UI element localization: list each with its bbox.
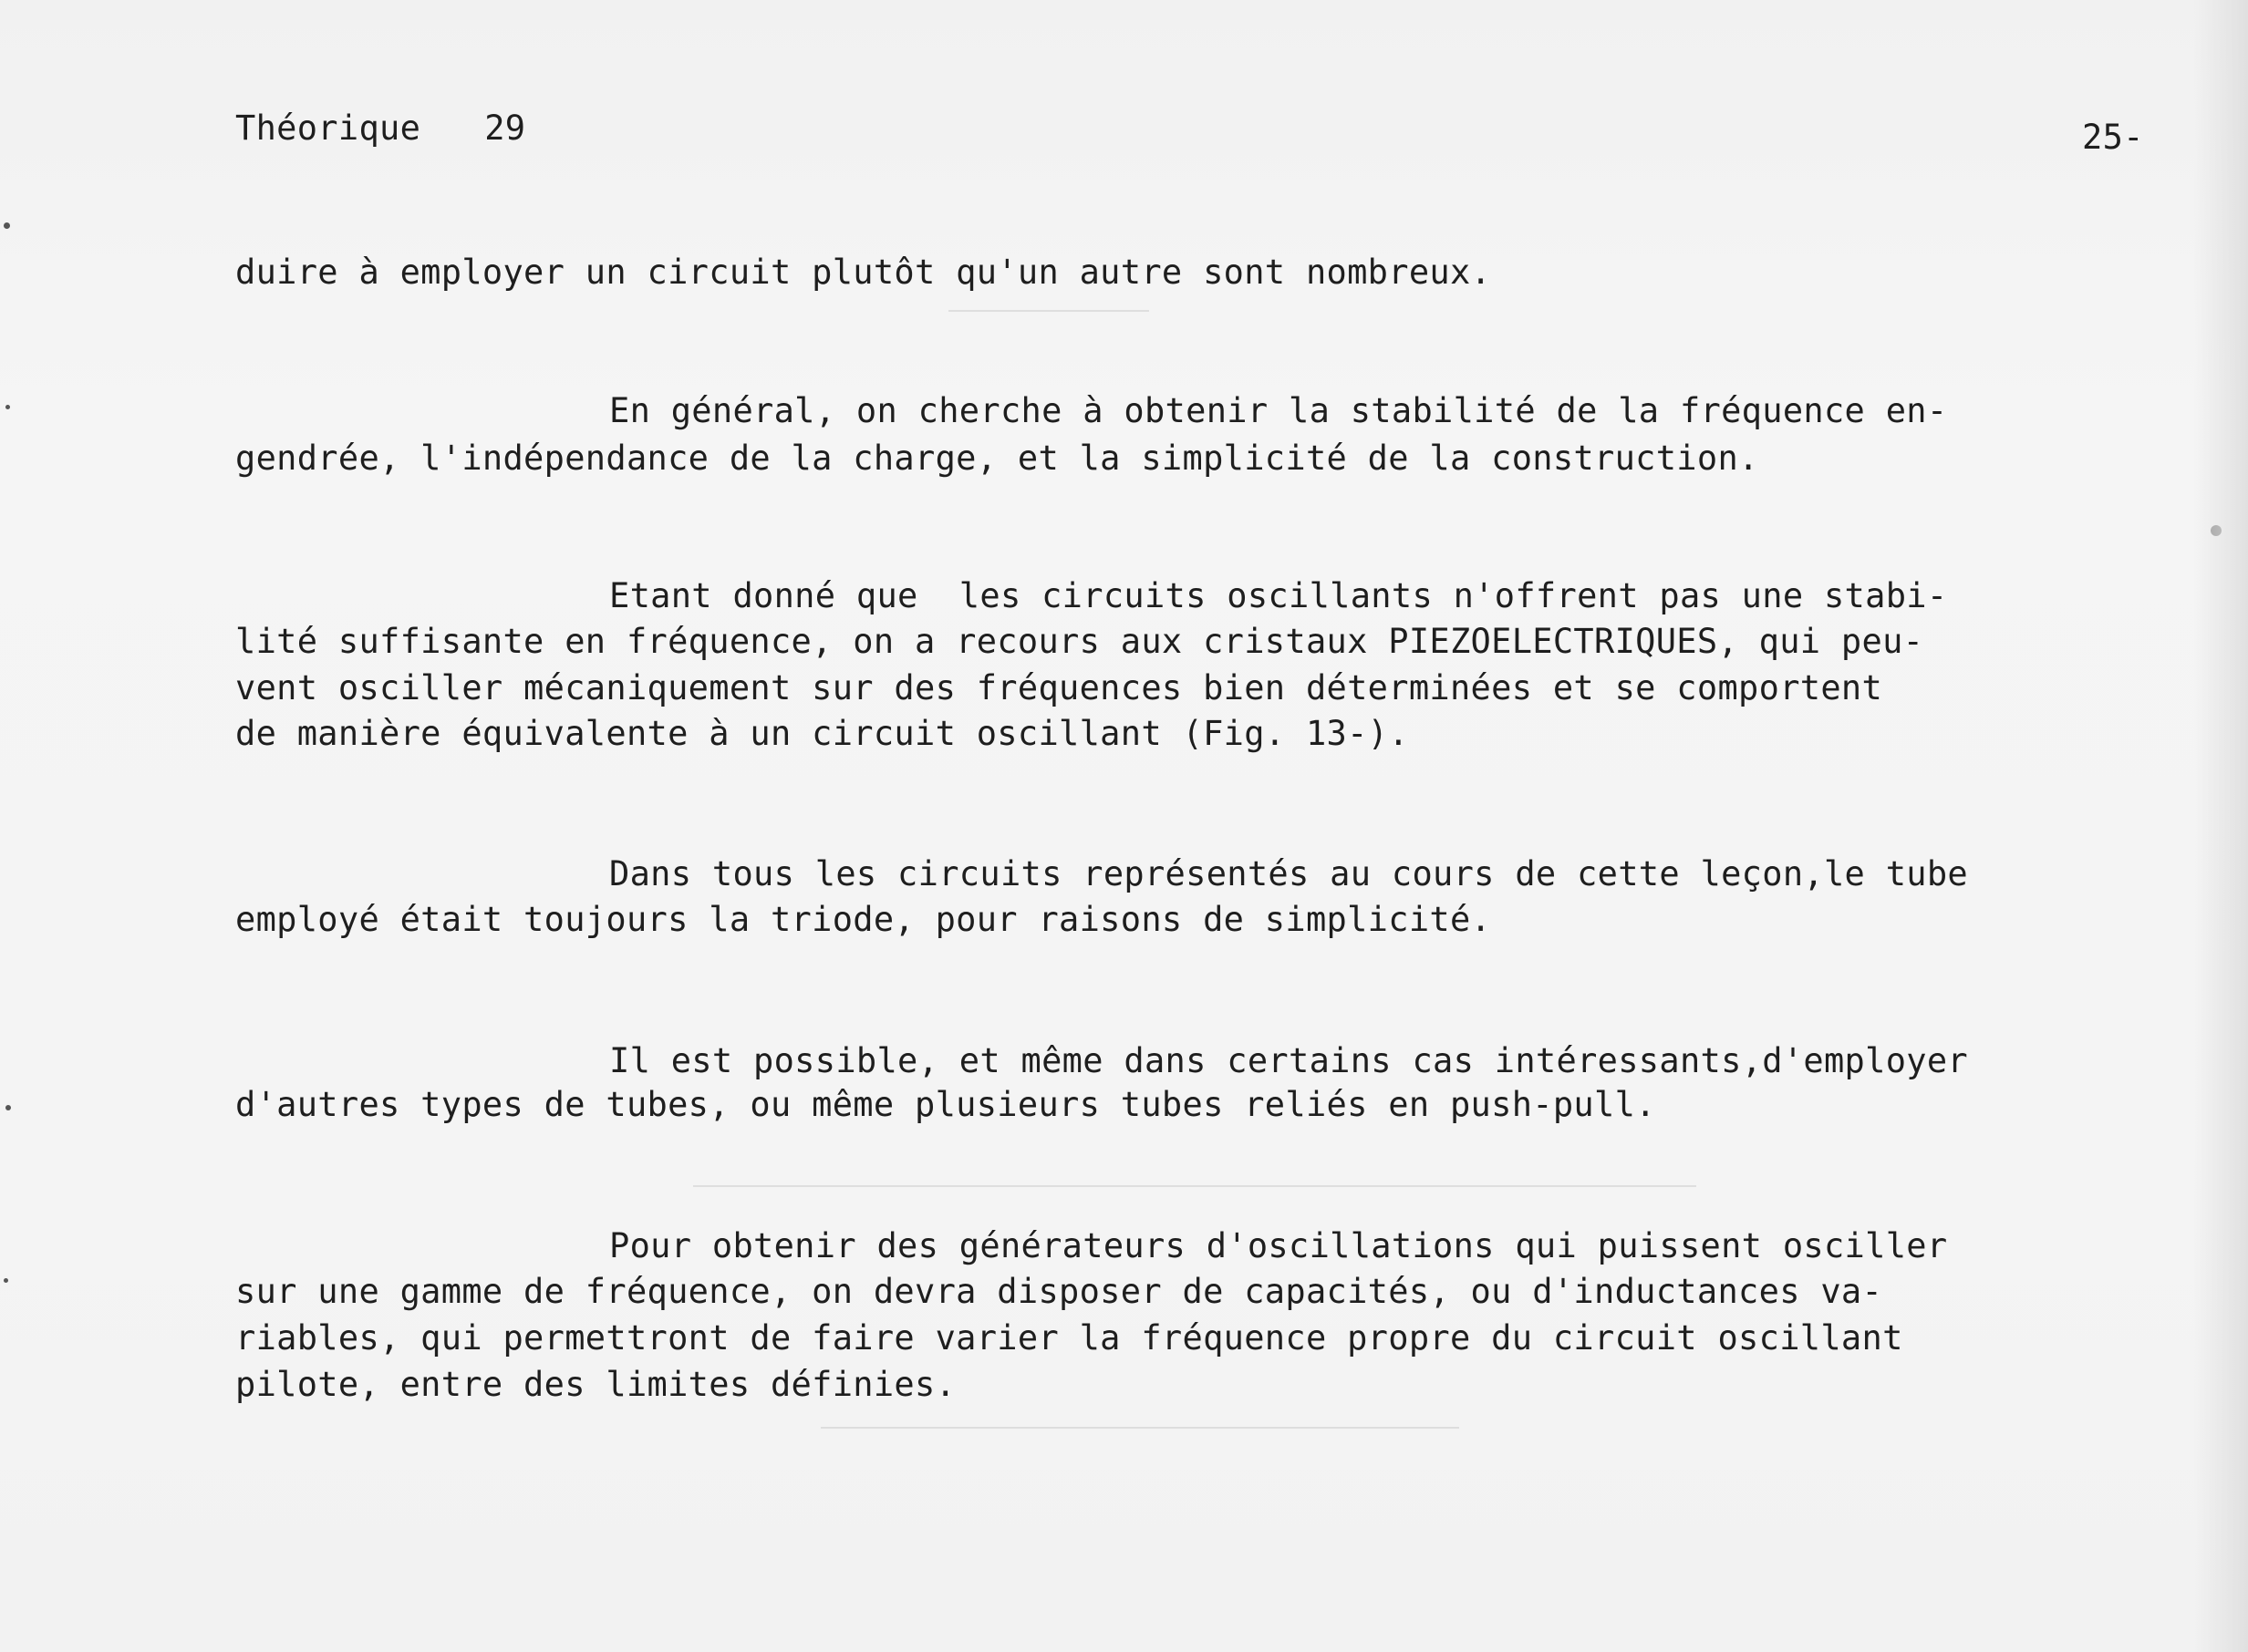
text-line: Etant donné que les circuits oscillants n'offrent pas une stabi- <box>609 576 1948 615</box>
text-line: employé était toujours la triode, pour raisons de simplicité. <box>235 900 1492 939</box>
margin-speck <box>4 1278 8 1283</box>
margin-speck <box>2211 525 2222 536</box>
header-section: Théorique <box>235 108 421 148</box>
text-line: En général, on cherche à obtenir la stabilité de la fréquence en- <box>609 391 1948 430</box>
text-line: riables, qui permettront de faire varier la fréquence propre du circuit oscillant <box>235 1318 1903 1358</box>
text-line: duire à employer un circuit plutôt qu'un autre sont nombreux. <box>235 253 1492 292</box>
text-line: d'autres types de tubes, ou même plusieurs tubes reliés en push-pull. <box>235 1085 1656 1124</box>
text-line: Il est possible, et même dans certains cas intéressants,d'employer <box>609 1041 1969 1080</box>
text-line: gendrée, l'indépendance de la charge, et la simplicité de la construction. <box>235 439 1759 478</box>
text-line: Pour obtenir des générateurs d'oscillations qui puissent osciller <box>609 1226 1948 1265</box>
text-line: pilote, entre des limites définies. <box>235 1365 957 1404</box>
text-line: de manière équivalente à un circuit oscillant (Fig. 13-). <box>235 714 1409 753</box>
running-header <box>235 108 526 148</box>
show-through-mark <box>948 310 1149 312</box>
text-line: vent osciller mécaniquement sur des fréquences bien déterminées et se comportent <box>235 668 1883 707</box>
margin-speck <box>5 1105 11 1110</box>
margin-speck <box>4 222 10 229</box>
show-through-mark <box>693 1185 1696 1187</box>
text-line: sur une gamme de fréquence, on devra disposer de capacités, ou d'inductances va- <box>235 1272 1883 1311</box>
page-number: 25- <box>2082 118 2144 157</box>
show-through-mark <box>821 1427 1459 1429</box>
text-line: lité suffisante en fréquence, on a recours aux cristaux PIEZOELECTRIQUES, qui peu- <box>235 622 1924 661</box>
text-line: Dans tous les circuits représentés au cours de cette leçon,le tube <box>609 854 1969 893</box>
header-number: 29 <box>484 108 526 148</box>
margin-speck <box>5 405 10 409</box>
